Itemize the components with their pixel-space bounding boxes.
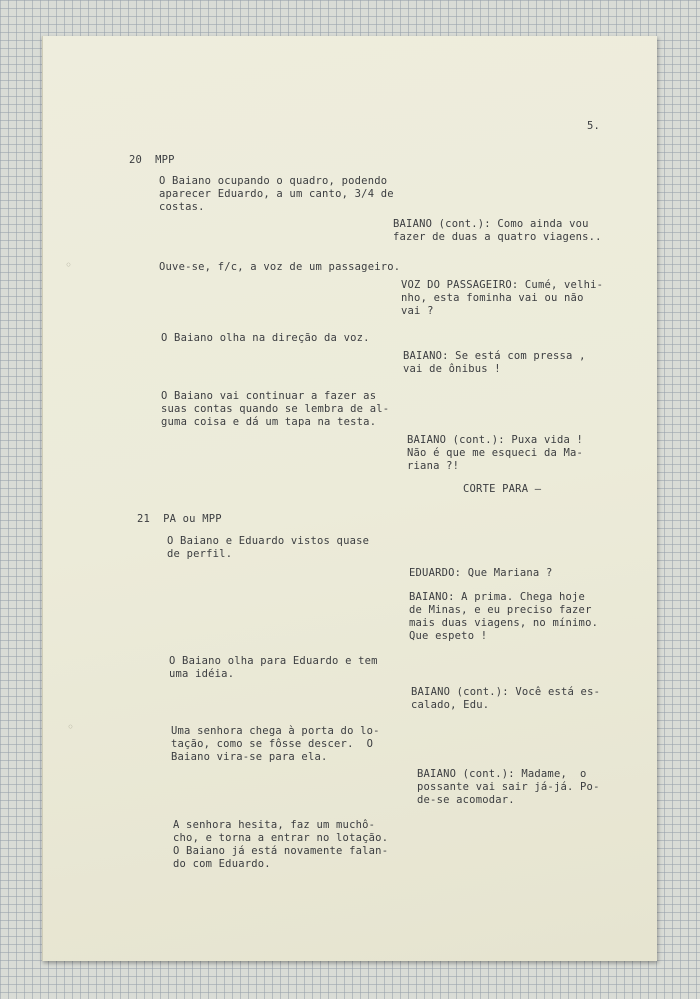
dialogue-block: VOZ DO PASSAGEIRO: Cumé, velhi- nho, esta fominha vai ou não vai ? [401, 279, 604, 317]
dialogue-block: BAIANO: A prima. Chega hoje de Minas, e eu preciso fazer mais duas viagens, no mínimo. Que espeto ! [409, 591, 599, 642]
scene-heading: 21 PA ou MPP [137, 513, 222, 525]
dialogue-block: BAIANO (cont.): Madame, o possante vai sair já-já. Po- de-se acomodar. [417, 768, 600, 806]
script-page [42, 36, 657, 961]
action-paragraph: O Baiano vai continuar a fazer as suas contas quando se lembra de al- guma coisa e dá um tapa na testa. [161, 390, 390, 428]
dialogue-block: BAIANO (cont.): Puxa vida ! Não é que me esqueci da Ma- riana ?! [407, 434, 584, 472]
action-paragraph: A senhora hesita, faz um muchô- cho, e torna a entrar no lotação. O Baiano já está novamente falan- do com Eduardo. [173, 819, 389, 870]
action-paragraph: Ouve-se, f/c, a voz de um passageiro. [159, 261, 401, 273]
action-paragraph: O Baiano olha para Eduardo e tem uma idéia. [169, 655, 378, 680]
punch-hole-top-icon: ◦ [65, 258, 73, 272]
punch-hole-bottom-icon: ◦ [67, 720, 75, 734]
action-paragraph: O Baiano e Eduardo vistos quase de perfil. [167, 535, 370, 560]
page-number: 5. [587, 120, 601, 132]
dialogue-block: BAIANO (cont.): Como ainda vou fazer de duas a quatro viagens.. [393, 218, 602, 243]
dialogue-block: BAIANO (cont.): Você está es- calado, Edu. [411, 686, 601, 711]
action-paragraph: O Baiano ocupando o quadro, podendo aparecer Eduardo, a um canto, 3/4 de costas. [159, 175, 394, 213]
action-paragraph: O Baiano olha na direção da voz. [161, 332, 370, 344]
dialogue-block: BAIANO: Se está com pressa , vai de ônibus ! [403, 350, 586, 375]
transition-label: CORTE PARA — [463, 483, 542, 495]
dialogue-block: EDUARDO: Que Mariana ? [409, 567, 553, 579]
scene-heading: 20 MPP [129, 154, 175, 166]
action-paragraph: Uma senhora chega à porta do lo- tação, como se fôsse descer. O Baiano vira-se para ela. [171, 725, 380, 763]
